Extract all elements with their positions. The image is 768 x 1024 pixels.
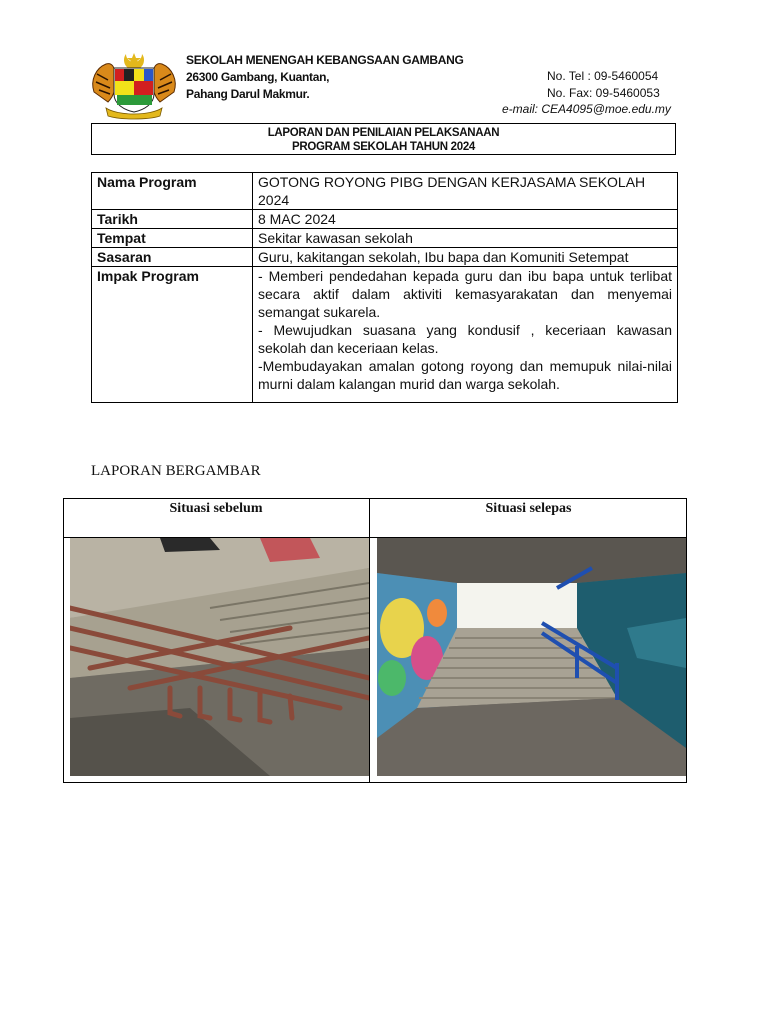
report-title-line-2: PROGRAM SEKOLAH TAHUN 2024	[291, 141, 476, 153]
row-label: Tempat	[92, 229, 253, 248]
address-line-2: Pahang Darul Makmur.	[186, 87, 310, 101]
impact-point: - Memberi pendedahan kepada guru dan ibu bapa untuk terlibat secara aktif dalam aktiviti kemasyarakatan dan menyemai semangat sukarela.	[258, 268, 672, 320]
row-label: Tarikh	[92, 210, 253, 229]
table-row	[92, 210, 678, 229]
row-label: Impak Program	[92, 267, 253, 403]
email-address: e-mail: CEA4095@moe.edu.my	[502, 102, 671, 116]
row-value: GOTONG ROYONG PIBG DENGAN KERJASAMA SEKOLAH 2024	[253, 173, 678, 210]
before-column-header: Situasi sebelum	[169, 501, 263, 516]
after-photo	[377, 538, 686, 776]
school-crest-logo	[88, 50, 180, 120]
impact-point: -Membudayakan amalan gotong royong dan memupuk nilai-nilai murni dalam kalangan murid dan warga sekolah.	[258, 358, 672, 392]
row-value: Sekitar kawasan sekolah	[253, 229, 678, 248]
after-column-header: Situasi selepas	[485, 501, 572, 516]
phone-number: No. Tel : 09-5460054	[547, 69, 659, 83]
row-label: Sasaran	[92, 248, 253, 267]
row-label: Nama Program	[92, 173, 253, 210]
table-row	[92, 267, 678, 403]
table-row	[92, 248, 678, 267]
impact-point: - Mewujudkan suasana yang kondusif , keceriaan kawasan sekolah dan keceriaan kelas.	[258, 322, 672, 356]
table-row	[92, 173, 678, 210]
address-line-1: 26300 Gambang, Kuantan,	[186, 70, 330, 84]
fax-number: No. Fax: 09-5460053	[547, 86, 660, 100]
impact-description	[253, 267, 678, 403]
school-name: SEKOLAH MENENGAH KEBANGSAAN GAMBANG	[186, 53, 464, 67]
program-info-table	[91, 172, 678, 403]
row-value: Guru, kakitangan sekolah, Ibu bapa dan Komuniti Setempat	[253, 248, 678, 267]
photo-report-heading: LAPORAN BERGAMBAR	[91, 463, 261, 479]
report-title-line-1: LAPORAN DAN PENILAIAN PELAKSANAAN	[267, 127, 500, 139]
table-row	[92, 229, 678, 248]
row-value: 8 MAC 2024	[253, 210, 678, 229]
column-divider	[369, 498, 370, 783]
before-photo	[70, 538, 369, 776]
report-title-box	[91, 123, 676, 155]
photo-comparison-table	[63, 498, 687, 783]
